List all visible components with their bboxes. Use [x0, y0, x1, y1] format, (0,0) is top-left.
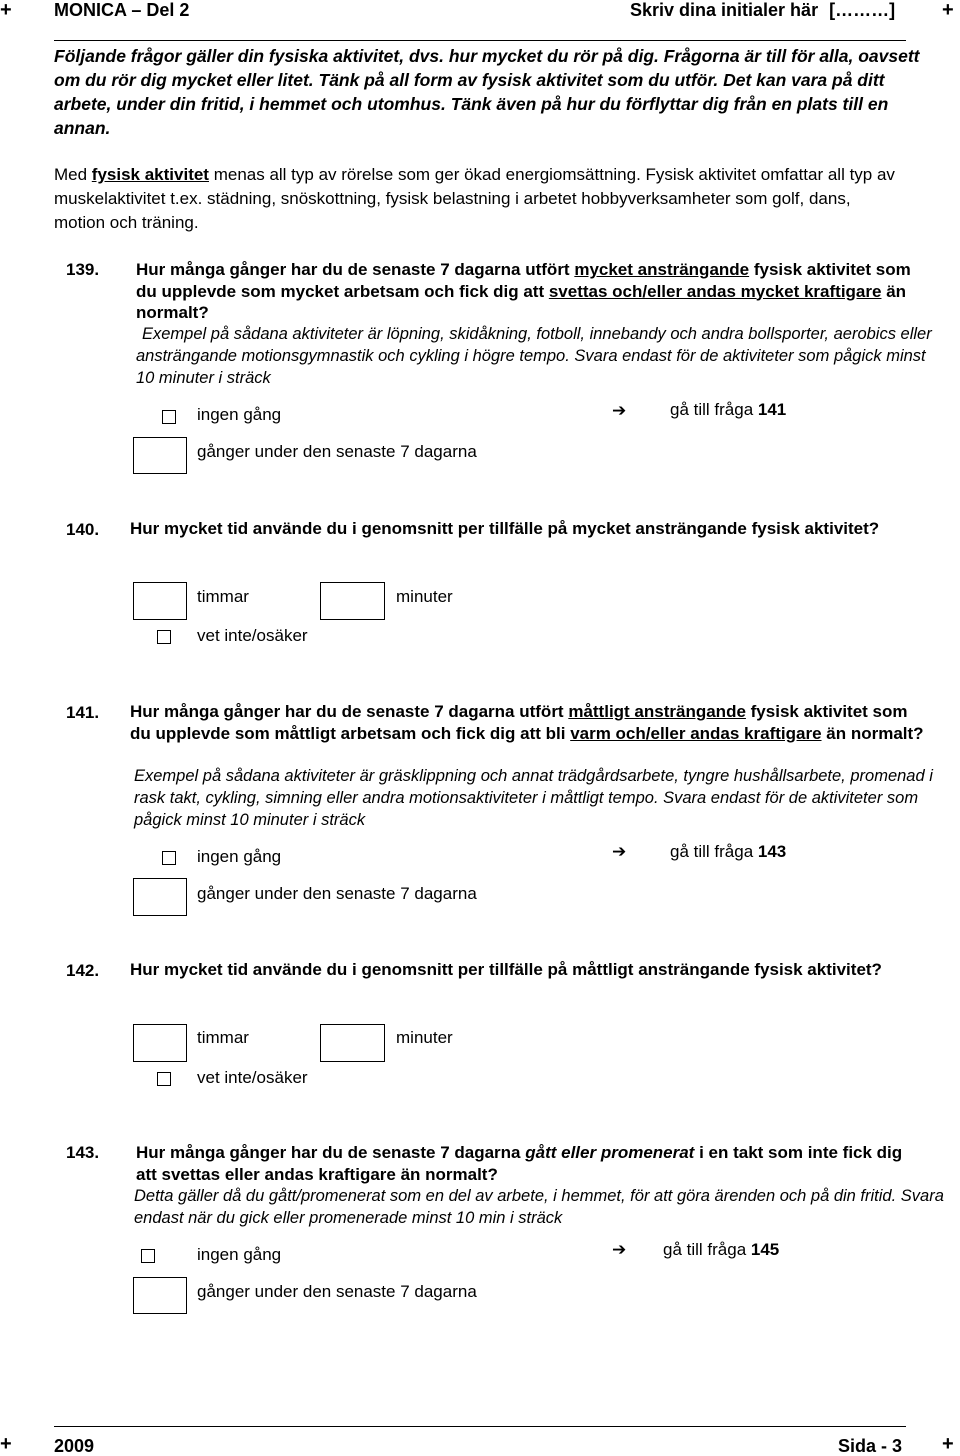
definition-paragraph: [54, 163, 904, 235]
form-title: MONICA – Del 2: [54, 0, 190, 20]
minutes-label-142: minuter: [396, 1028, 453, 1047]
question-text-142: Hur mycket tid använde du i genomsnitt per tillfälle på måttligt ansträngande fysisk aktivitet?: [130, 960, 882, 979]
option-141-none-label: ingen gång: [197, 847, 282, 866]
unsure-label-140: vet inte/osäker: [197, 626, 308, 645]
corner-mark-bottom-right: +: [942, 1433, 954, 1455]
question-139-part: fysisk aktivitet som du upplevde som mycket arbetsam och fick dig att: [136, 260, 911, 301]
times-input-141[interactable]: [133, 878, 187, 916]
skip-target: 141: [757, 400, 787, 419]
question-number-141: 141.: [66, 703, 100, 722]
checkbox-140-unsure[interactable]: [157, 630, 171, 644]
question-number-143: 143.: [66, 1143, 100, 1162]
footer-year: 2009: [54, 1436, 95, 1456]
question-143-part: i en takt som inte fick dig att svettas eller andas kraftigare än normalt?: [136, 1143, 903, 1184]
header-divider: [54, 40, 906, 41]
arrow-right-icon: ➔: [612, 1240, 627, 1259]
corner-mark-bottom-left: +: [0, 1433, 12, 1455]
option-143-times-label: gånger under den senaste 7 dagarna: [197, 1282, 477, 1301]
corner-mark-top-right: +: [942, 0, 954, 21]
question-139-emphasis: svettas och/eller andas mycket kraftigare: [548, 281, 882, 301]
question-text-139: [136, 259, 936, 324]
skip-instruction-141: [670, 842, 786, 862]
initials-prompt: [630, 0, 895, 20]
question-143-part: Hur många gånger har du de senaste 7 dagarna: [136, 1143, 526, 1162]
arrow-right-icon: ➔: [612, 842, 627, 861]
question-141-emphasis: måttligt ansträngande: [568, 702, 746, 721]
times-input-139[interactable]: [133, 437, 187, 474]
initials-label: Skriv dina initialer här: [630, 0, 819, 20]
unsure-label-142: vet inte/osäker: [197, 1068, 308, 1087]
question-number-142: 142.: [66, 961, 100, 980]
question-143-example: Detta gäller då du gått/promenerat som en del av arbete, i hemmet, för att göra ärenden och på din fritid. Svara endast när du gick eller promenerade minst 10 min i sträck: [134, 1187, 944, 1227]
question-text-141: [130, 701, 932, 744]
question-number-139: 139.: [66, 260, 100, 279]
hours-input-142[interactable]: [133, 1024, 187, 1062]
skip-text: gå till fråga: [670, 842, 758, 861]
checkbox-139-none[interactable]: [162, 410, 176, 424]
question-text-143: [136, 1142, 926, 1185]
arrow-right-icon: ➔: [612, 401, 627, 420]
question-139-emphasis: mycket ansträngande: [574, 260, 750, 279]
skip-target: 145: [750, 1240, 780, 1259]
question-139-example: Exempel på sådana aktiviteter är löpning, skidåkning, fotboll, innebandy och andra bollsporter, aerobics eller ansträngande motionsgymnastik och cykling i högre tempo. Svara endast för de aktiviteter som pågick minst 10 minuter i sträck: [136, 325, 932, 387]
skip-instruction-143: [663, 1240, 779, 1260]
page-number: Sida - 3: [838, 1436, 903, 1456]
hours-label-142: timmar: [197, 1028, 249, 1047]
option-139-none-label: ingen gång: [197, 405, 282, 424]
checkbox-142-unsure[interactable]: [157, 1072, 171, 1086]
minutes-input-140[interactable]: [320, 582, 385, 620]
hours-input-140[interactable]: [133, 582, 187, 620]
hours-label-140: timmar: [197, 587, 249, 606]
skip-target: 143: [757, 842, 787, 861]
question-143-emphasis: gått eller promenerat: [525, 1143, 695, 1162]
intro-paragraph: Följande frågor gäller din fysiska aktivitet, dvs. hur mycket du rör på dig. Frågorna är till för alla, oavsett om du rör dig mycket eller litet. Tänk på all form av fysisk aktivitet som du utför. Det kan vara på ditt arbete, under din fritid, i hemmet och utomhus. Tänk även på hur du förflyttar dig från en plats till en annan.: [54, 46, 920, 138]
initials-field[interactable]: [………]: [829, 0, 896, 20]
question-141-part: Hur många gånger har du de senaste 7 dagarna utfört: [130, 702, 569, 721]
question-number-140: 140.: [66, 520, 100, 539]
definition-prefix: Med: [54, 165, 92, 184]
definition-term: fysisk aktivitet: [91, 165, 209, 184]
option-143-none-label: ingen gång: [197, 1245, 282, 1264]
question-text-140: Hur mycket tid använde du i genomsnitt per tillfälle på mycket ansträngande fysisk aktivitet?: [130, 519, 880, 538]
checkbox-141-none[interactable]: [162, 851, 176, 865]
option-141-times-label: gånger under den senaste 7 dagarna: [197, 884, 477, 903]
skip-text: gå till fråga: [663, 1240, 751, 1259]
question-139-part: Hur många gånger har du de senaste 7 dagarna utfört: [136, 260, 575, 279]
checkbox-143-none[interactable]: [141, 1249, 155, 1263]
skip-instruction-139: [670, 400, 786, 420]
question-141-part: än normalt?: [821, 723, 924, 743]
footer-divider: [54, 1426, 906, 1427]
corner-mark-top-left: +: [0, 0, 12, 21]
minutes-input-142[interactable]: [320, 1024, 385, 1062]
skip-text: gå till fråga: [670, 400, 758, 419]
question-141-example: Exempel på sådana aktiviteter är gräsklippning och annat trädgårdsarbete, tyngre hushållsarbete, promenad i rask takt, cykling, simning eller andra motionsaktiviteter i måttligt tempo. Svara endast för de aktiviteter som pågick minst 10 minuter i sträck: [134, 767, 933, 829]
question-141-part: fysisk aktivitet som du upplevde som måttligt arbetsam och fick dig att bli: [130, 702, 908, 743]
definition-text: menas all typ av rörelse som ger ökad energiomsättning. Fysisk aktivitet omfattar all typ av muskelaktivitet t.ex. städning, snöskottning, fysisk belastning i arbetet hobbyverksamheter som golf, dans, motion och träning.: [54, 165, 895, 232]
question-141-emphasis: varm och/eller andas kraftigare: [570, 723, 822, 743]
minutes-label-140: minuter: [396, 587, 453, 606]
times-input-143[interactable]: [133, 1277, 187, 1314]
option-139-times-label: gånger under den senaste 7 dagarna: [197, 442, 477, 461]
question-139-part: än normalt?: [136, 281, 907, 322]
